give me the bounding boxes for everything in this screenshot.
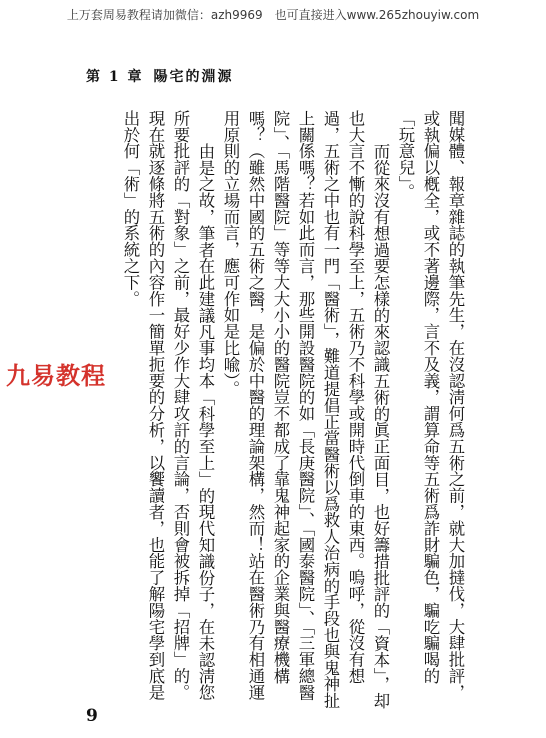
logo-watermark: 九易教程 xyxy=(6,362,106,390)
paragraph-1: 聞媒體、報章雜誌的執筆先生，在沒認淸何爲五術之前，就大加撻伐，大肆批評，或執偏以槪全，或不著邊際，言不及義，謂算命等五術爲詐財騙色，騙吃騙喝的「玩意兒」。 xyxy=(396,110,465,701)
chapter-title: 陽宅的淵源 xyxy=(153,69,234,85)
paragraph-2: 而從來沒有想過要怎樣的來認識五術的眞正面目，也好籌措批評的「資本」，却也大言不慚的說科學至上，五術乃不科學或開時代倒車的東西。嗚呼，從沒有想過，五術之中也有一門「醫術」，難道提倡正當醫術以爲救人治病的手段也與鬼神扯上關係嗎？若如此而言，那些開設醫院的如「長庚醫院」、「國泰醫院」、「三軍總醫院」、「馬階醫院」等等大大小小的醫院豈不都成了靠鬼神起家的企業與醫療機構嗎？（雖然中國的五術之醫，是偏於中醫的理論架構，然而！站在醫術乃有相通運用原則的立場而言，應可作如是比喩）。 xyxy=(221,110,390,709)
chapter-number: 第 1 章 xyxy=(86,69,144,85)
page-number: 9 xyxy=(86,706,98,726)
chapter-heading xyxy=(86,66,234,86)
watermark-text: 上万套周易教程请加微信：azh9969 也可直接进入www.265zhouyiw.com xyxy=(66,8,480,22)
paragraph-3: 由是之故，筆者在此建議凡事均本「科學至上」的現代知識份子，在未認淸您所要批評的「對象」之前，最好少作大肆攻訐的言論，否則會被拆掉「招牌」的。現在就逐條將五術的內容作一簡單扼要的分析，以饗讀者，也能了解陽宅學到底是出於何「術」的系統之下。 xyxy=(121,110,215,701)
body-text xyxy=(118,110,468,710)
